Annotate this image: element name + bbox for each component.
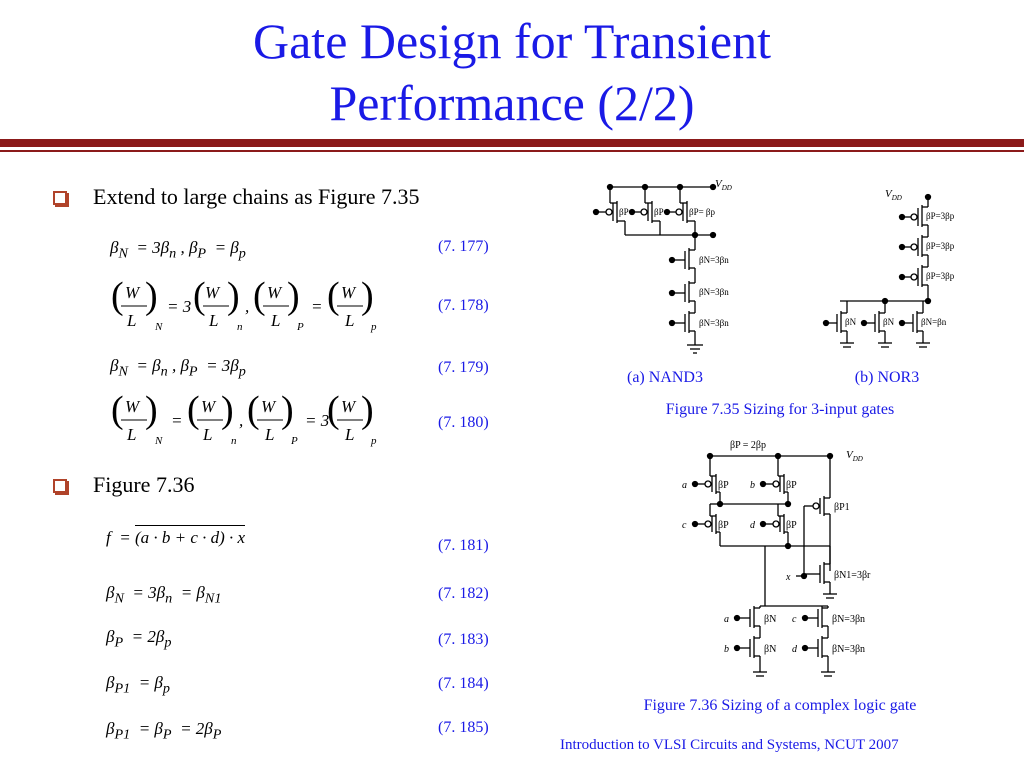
equation-184: $\beta_{P1} = \beta_p$ [106,673,170,697]
nand-label-2: βP [654,207,664,217]
svg-text:L: L [271,311,281,330]
fig36-label-3: βP [718,520,729,531]
fig36-input-c2: c [792,614,797,625]
eq-number-181: (7. 181) [438,537,489,554]
eq-number-180: (7. 180) [438,414,489,431]
fig36-input-a2: a [724,614,729,625]
nand-label-3: βP= βp [689,207,715,217]
svg-text:W: W [205,283,220,302]
nand-label-1: βP [619,207,629,217]
svg-text:W: W [201,397,216,416]
fig36-top-label: βP = 2βp [730,440,767,451]
fig36-input-b2: b [724,644,729,655]
eq-number-185: (7. 185) [438,719,489,736]
fig36-label-1: βP [718,480,729,491]
svg-text:L: L [127,311,137,330]
nand-vdd-label: $V_{DD}$ [715,178,732,192]
fig35-sub-b: (b) NOR3 [854,369,920,386]
eq-number-184: (7. 184) [438,675,489,692]
svg-text:L: L [345,311,355,330]
nor-label-3: βP=3βp [926,271,955,281]
fig36-label-6: βN1=3βr [834,570,871,581]
svg-text:(: ( [111,278,124,317]
nor-label-2: βP=3βp [926,241,955,251]
svg-text:L: L [265,425,275,444]
nor-vdd-label: $V_{DD}$ [885,188,902,202]
equation-179: $\beta_N = \beta_n$ , $\beta_P = 3\beta_p$ [110,356,246,380]
bullet-marker [53,191,67,205]
equation-182: $\beta_N = 3\beta_n = \beta_{N1}$ [106,583,222,607]
fig36-input-c: c [682,520,687,531]
eq-number-179: (7. 179) [438,359,489,376]
figure-7-35-diagram [585,175,1005,365]
title-rule-thin [0,150,1024,152]
svg-text:L: L [209,311,219,330]
svg-text:= 3: = 3 [305,411,330,430]
svg-text:p: p [371,435,377,447]
svg-text:P: P [291,435,298,447]
equation-178 [105,278,395,338]
fig36-label-10: βN=3βn [832,644,866,655]
svg-text:W: W [261,397,276,416]
svg-text:(: ( [253,278,266,317]
svg-text:= 3: = 3 [167,297,192,316]
bullet-item-1 [93,184,419,210]
svg-text:n: n [237,321,243,333]
svg-text:=: = [171,411,183,430]
figure-7-36-diagram [670,436,900,691]
title-line-1: Gate Design for Transient [253,13,771,69]
equation-177: $\beta_N = 3\beta_n$ , $\beta_P = \beta_p$ [110,238,246,262]
svg-text:L: L [127,425,137,444]
fig36-label-2: βP [786,480,797,491]
bullet-item-2 [93,472,194,498]
fig36-input-d2: d [792,644,797,655]
equation-181: f = (a · b + c · d) · x [106,527,245,548]
svg-text:W: W [341,283,356,302]
eq-number-178: (7. 178) [438,297,489,314]
svg-text:(: ( [247,392,260,431]
svg-text:): ) [287,278,300,317]
svg-text:(: ( [187,392,200,431]
equation-183: $\beta_P = 2\beta_p$ [106,627,172,651]
fig36-label-7: βN [764,614,777,625]
svg-text:): ) [145,392,158,431]
svg-text:): ) [221,392,234,431]
slide-footer: Introduction to VLSI Circuits and Systems, NCUT 2007 [560,737,899,753]
svg-text:p: p [371,321,377,333]
fig35-sub-a: (a) NAND3 [627,369,703,386]
svg-text:n: n [231,435,237,447]
nor-label-5: βN [883,317,895,327]
fig35-caption: Figure 7.35 Sizing for 3-input gates [665,401,895,418]
fig36-input-a: a [682,480,687,491]
nor-label-6: βN=βn [921,317,947,327]
svg-text:(: ( [193,278,206,317]
bullet-text: Extend to large chains as Figure 7.35 [93,184,420,209]
svg-text:,: , [245,297,250,316]
fig36-input-b: b [750,480,755,491]
equation-185: $\beta_{P1} = \beta_P = 2\beta_P$ [106,719,222,743]
svg-text:): ) [227,278,240,317]
svg-text:): ) [281,392,294,431]
svg-text:): ) [361,278,374,317]
fig36-caption: Figure 7.36 Sizing of a complex logic gate [643,697,917,714]
slide-title [0,10,1024,134]
svg-text:L: L [345,425,355,444]
svg-text:W: W [341,397,356,416]
nor-label-1: βP=3βp [926,211,955,221]
svg-text:(: ( [111,392,124,431]
svg-text:W: W [125,397,140,416]
nor-label-4: βN [845,317,857,327]
fig36-label-5: βP1 [834,502,850,513]
fig36-label-4: βP [786,520,797,531]
nand-label-6: βN=3βn [699,318,729,328]
eq-number-177: (7. 177) [438,238,489,255]
fig36-input-d: d [750,520,755,531]
fig36-input-x: x [786,572,791,583]
eq-number-182: (7. 182) [438,585,489,602]
fig36-label-8: βN=3βn [832,614,866,625]
nand-label-5: βN=3βn [699,287,729,297]
svg-text:): ) [145,278,158,317]
nand-label-4: βN=3βn [699,255,729,265]
svg-text:N: N [155,435,163,447]
fig36-label-9: βN [764,644,777,655]
equation-180 [105,392,395,452]
svg-text:L: L [203,425,213,444]
eq-number-183: (7. 183) [438,631,489,648]
bullet-text: Figure 7.36 [93,472,195,497]
fig36-vdd-label: $V_{DD}$ [846,449,863,463]
svg-text:N: N [155,321,163,333]
svg-text:P: P [297,321,304,333]
svg-text:W: W [125,283,140,302]
title-line-2: Performance (2/2) [329,75,695,131]
svg-text:,: , [239,411,244,430]
svg-text:(: ( [327,392,340,431]
title-rule-thick [0,139,1024,147]
svg-text:=: = [311,297,323,316]
bullet-marker [53,479,67,493]
svg-text:): ) [361,392,374,431]
svg-text:(: ( [327,278,340,317]
svg-text:W: W [267,283,282,302]
